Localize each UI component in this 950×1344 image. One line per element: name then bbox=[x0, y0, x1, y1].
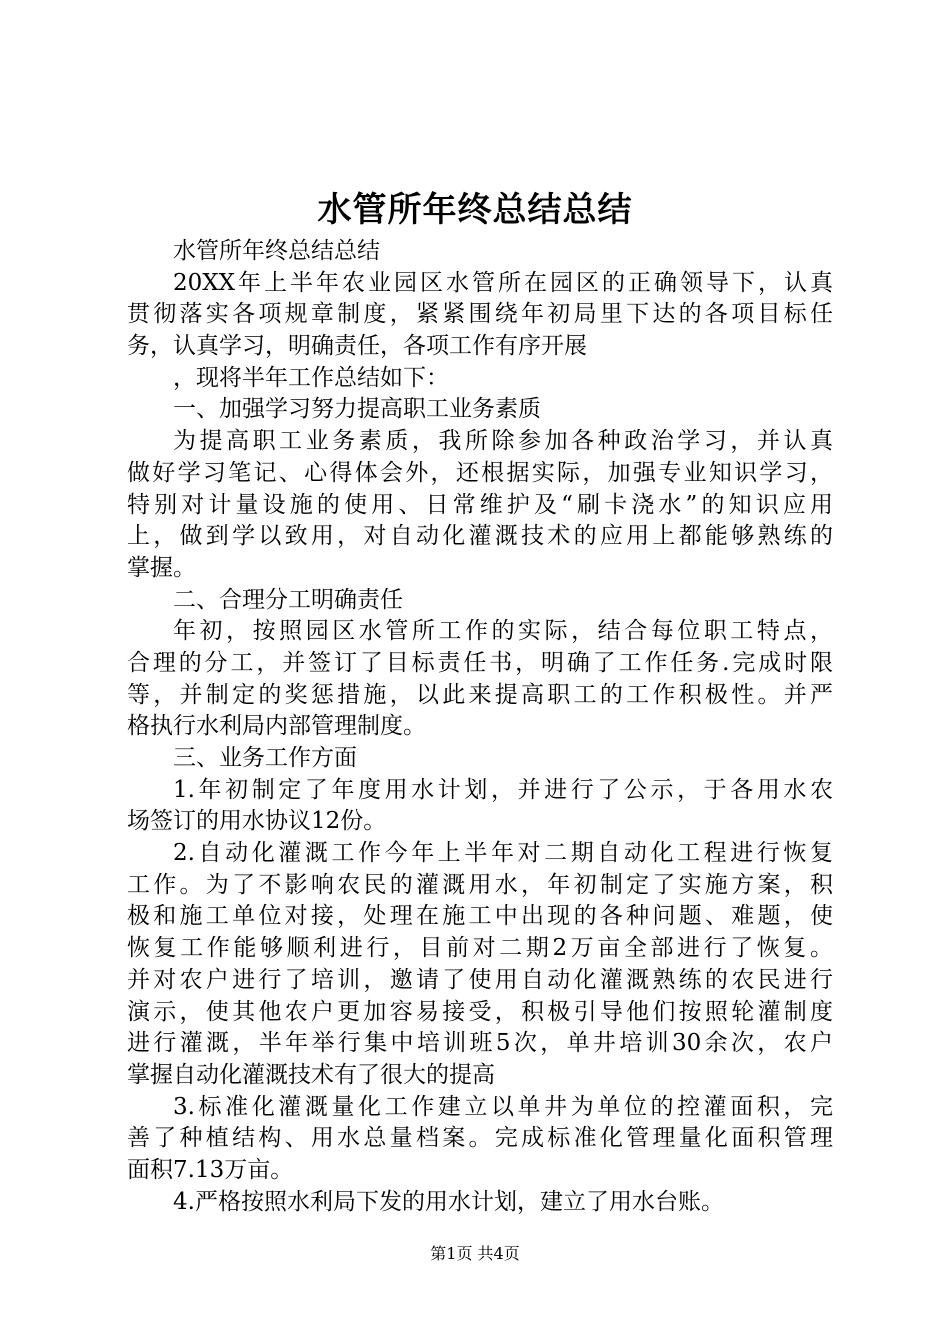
text-line: 为提高职工业务素质，我所除参加各种政治学习，并认真 bbox=[173, 428, 833, 455]
text-line: 演示，使其他农户更加容易接受，积极引导他们按照轮灌制度 bbox=[127, 998, 833, 1025]
text-line: 场签订的用水协议12份。 bbox=[127, 808, 387, 835]
document-title: 水管所年终总结总结 bbox=[317, 190, 633, 230]
text-line: 20XX年上半年农业园区水管所在园区的正确领导下，认真 bbox=[173, 269, 833, 296]
text-line: 1.年初制定了年度用水计划，并进行了公示，于各用水农 bbox=[173, 776, 833, 803]
text-line: 极和施工单位对接，处理在施工中出现的各种问题、难题，使 bbox=[127, 903, 833, 930]
text-line: 贯彻落实各项规章制度，紧紧围绕年初局里下达的各项目标任 bbox=[127, 301, 833, 328]
text-line: 特别对计量设施的使用、日常维护及“刷卡浇水”的知识应用 bbox=[127, 491, 833, 518]
text-line: 做好学习笔记、心得体会外，还根据实际，加强专业知识学习， bbox=[127, 459, 833, 486]
text-line: 掌握自动化灌溉技术有了很大的提高 bbox=[127, 1061, 495, 1088]
text-line: 工作。为了不影响农民的灌溉用水，年初制定了实施方案，积 bbox=[127, 871, 833, 898]
text-line: 合理的分工，并签订了目标责任书，明确了工作任务.完成时限 bbox=[127, 649, 833, 676]
text-line: 掌握。 bbox=[127, 554, 196, 581]
text-line: 年初，按照园区水管所工作的实际，结合每位职工特点， bbox=[173, 618, 833, 645]
text-line: 2.自动化灌溉工作今年上半年对二期自动化工程进行恢复 bbox=[173, 840, 833, 867]
text-line: 三、业务工作方面 bbox=[173, 745, 357, 771]
text-line: 一、加强学习努力提高职工业务素质 bbox=[173, 396, 541, 423]
text-line: 善了种植结构、用水总量档案。完成标准化管理量化面积管理 bbox=[127, 1125, 833, 1152]
text-line: 4.严格按照水利局下发的用水计划，建立了用水台账。 bbox=[173, 1188, 724, 1215]
text-line: 进行灌溉，半年举行集中培训班5次，单井培训30余次，农户 bbox=[127, 1030, 833, 1057]
text-line: 务，认真学习，明确责任，各项工作有序开展 bbox=[127, 333, 587, 360]
page-footer: 第1页 共4页 bbox=[430, 1244, 520, 1263]
text-line: 格执行水利局内部管理制度。 bbox=[127, 713, 426, 740]
text-line: 3.标准化灌溉量化工作建立以单井为单位的控灌面积，完 bbox=[173, 1093, 833, 1120]
text-line: 上，做到学以致用，对自动化灌溉技术的应用上都能够熟练的 bbox=[127, 523, 833, 550]
text-line: 水管所年终总结总结 bbox=[173, 238, 380, 264]
text-line: ，现将半年工作总结如下： bbox=[173, 364, 449, 391]
document-body bbox=[127, 236, 833, 1218]
text-line: 恢复工作能够顺利进行，目前对二期2万亩全部进行了恢复。 bbox=[127, 935, 833, 962]
text-line: 二、合理分工明确责任 bbox=[173, 586, 403, 613]
text-line: 等，并制定的奖惩措施，以此来提高职工的工作积极性。并严 bbox=[127, 681, 833, 708]
text-line: 并对农户进行了培训，邀请了使用自动化灌溉熟练的农民进行 bbox=[127, 966, 833, 993]
text-line: 面积7.13万亩。 bbox=[127, 1156, 294, 1183]
